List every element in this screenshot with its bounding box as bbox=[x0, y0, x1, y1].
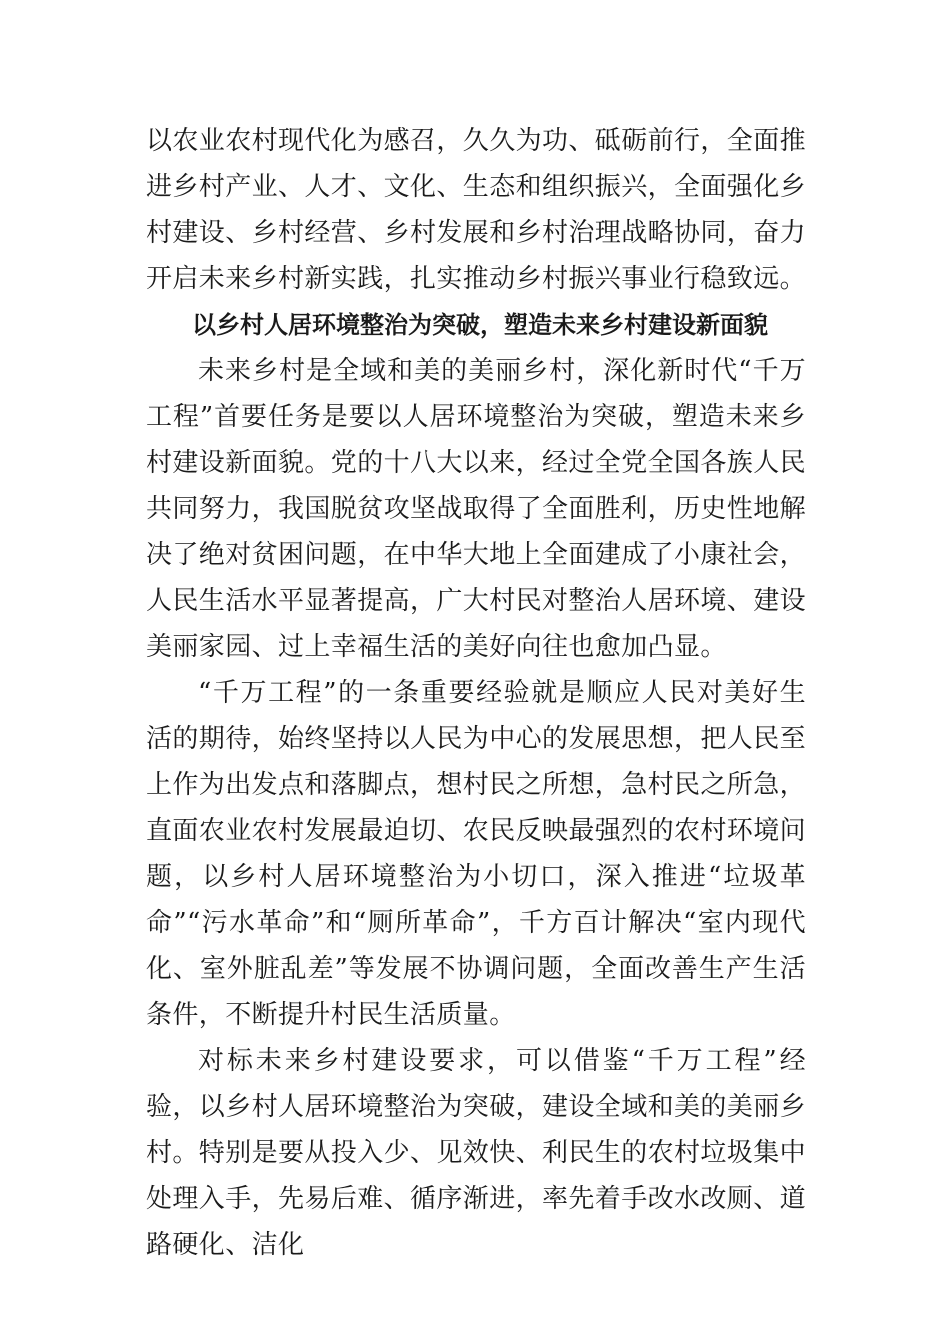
intro-paragraph: 以农业农村现代化为感召，久久为功、砥砺前行，全面推进乡村产业、人才、文化、生态和组织振兴，全面强化乡村建设、乡村经营、乡村发展和乡村治理战略协同，奋力开启未来乡村新实践，扎实推动乡村振兴事业行稳致远。 bbox=[146, 126, 807, 294]
document-page bbox=[146, 118, 806, 1268]
body-paragraph-2: “千万工程”的一条重要经验就是顺应人民对美好生活的期待，始终坚持以人民为中心的发展思想，把人民至上作为出发点和落脚点，想村民之所想，急村民之所急，直面农业农村发展最迫切、农民反映最强烈的农村环境问题，以乡村人居环境整治为小切口，深入推进“垃圾革命”“污水革命”和“厕所革命”，千方百计解决“室内现代化、室外脏乱差”等发展不协调问题，全面改善生产生活条件，不断提升村民生活质量。 bbox=[146, 678, 807, 1030]
body-paragraph-3: 对标未来乡村建设要求，可以借鉴“千万工程”经验，以乡村人居环境整治为突破，建设全域和美的美丽乡村。特别是要从投入少、见效快、利民生的农村垃圾集中处理入手，先易后难、循序渐进，率先着手改水改厕、道路硬化、洁化 bbox=[146, 1046, 807, 1260]
section-heading: 以乡村人居环境整治为突破，塑造未来乡村建设新面貌 bbox=[192, 311, 768, 339]
body-paragraph-1: 未来乡村是全域和美的美丽乡村，深化新时代“千万工程”首要任务是要以人居环境整治为突破，塑造未来乡村建设新面貌。党的十八大以来，经过全党全国各族人民共同努力，我国脱贫攻坚战取得了全面胜利，历史性地解决了绝对贫困问题，在中华大地上全面建成了小康社会，人民生活水平显著提高，广大村民对整治人居环境、建设美丽家园、过上幸福生活的美好向往也愈加凸显。 bbox=[146, 356, 807, 662]
